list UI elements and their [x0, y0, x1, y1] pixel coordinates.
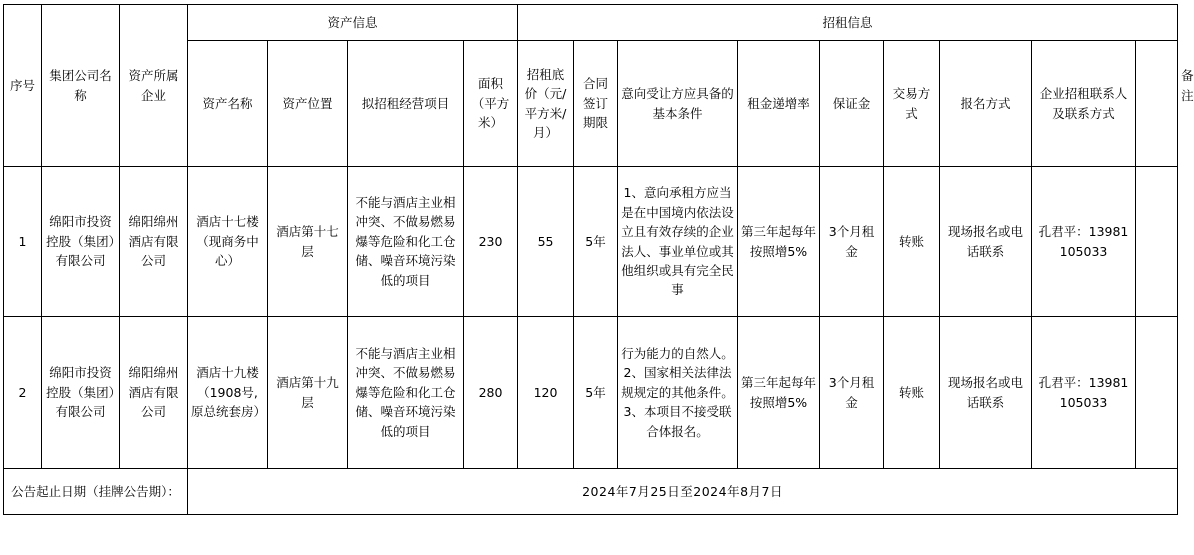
- announcement-period-row: [4, 469, 1178, 515]
- header-asset-info-group: 资产信息: [188, 5, 518, 41]
- cell-base-price: 55: [518, 167, 574, 317]
- cell-deposit: 3个月租金: [820, 167, 884, 317]
- cell-asset-owner: 绵阳绵州酒店有限公司: [120, 317, 188, 469]
- cell-business-project: 不能与酒店主业相冲突、不做易燃易爆等危险和化工仓储、噪音环境污染低的项目: [348, 317, 464, 469]
- cell-asset-location: 酒店第十九层: [268, 317, 348, 469]
- cell-contact: 孔君平：13981105033: [1032, 167, 1136, 317]
- header-seq: 序号: [4, 5, 42, 167]
- cell-seq: 1: [4, 167, 42, 317]
- cell-contract-term: 5年: [574, 317, 618, 469]
- cell-asset-location: 酒店第十七层: [268, 167, 348, 317]
- header-signup-method: 报名方式: [940, 41, 1032, 167]
- table-row: [4, 317, 1178, 469]
- table-row: [4, 167, 1178, 317]
- cell-trade-method: 转账: [884, 317, 940, 469]
- header-lease-info-group: 招租信息: [518, 5, 1178, 41]
- group-header-row: 序号 集团公司名称 资产所属企业 资产信息 招租信息 备注: [4, 5, 1178, 41]
- cell-basic-conditions: 1、意向承租方应当是在中国境内依法设立且有效存续的企业法人、事业单位或其他组织或具有完全民事: [618, 167, 738, 317]
- header-asset-owner: 资产所属企业: [120, 5, 188, 167]
- cell-group-company: 绵阳市投资控股（集团）有限公司: [42, 317, 120, 469]
- header-contract-term: 合同签订期限: [574, 41, 618, 167]
- header-rent-increase: 租金递增率: [738, 41, 820, 167]
- cell-group-company: 绵阳市投资控股（集团）有限公司: [42, 167, 120, 317]
- cell-contact: 孔君平：13981105033: [1032, 317, 1136, 469]
- header-deposit: 保证金: [820, 41, 884, 167]
- cell-seq: 2: [4, 317, 42, 469]
- announcement-period-value: 2024年7月25日至2024年8月7日: [188, 469, 1178, 515]
- header-asset-name: 资产名称: [188, 41, 268, 167]
- header-basic-conditions: 意向受让方应具备的基本条件: [618, 41, 738, 167]
- cell-rent-increase: 第三年起每年按照增5%: [738, 167, 820, 317]
- header-contact: 企业招租联系人及联系方式: [1032, 41, 1136, 167]
- cell-deposit: 3个月租金: [820, 317, 884, 469]
- header-business-project: 拟招租经营项目: [348, 41, 464, 167]
- header-asset-location: 资产位置: [268, 41, 348, 167]
- asset-lease-table: [3, 4, 1194, 515]
- announcement-period-label: 公告起止日期（挂牌公告期）：: [4, 469, 188, 515]
- cell-business-project: 不能与酒店主业相冲突、不做易燃易爆等危险和化工仓储、噪音环境污染低的项目: [348, 167, 464, 317]
- cell-remark: [1136, 167, 1178, 317]
- cell-asset-name: 酒店十九楼（1908号,原总统套房）: [188, 317, 268, 469]
- cell-signup-method: 现场报名或电话联系: [940, 317, 1032, 469]
- cell-area: 230: [464, 167, 518, 317]
- cell-base-price: 120: [518, 317, 574, 469]
- cell-signup-method: 现场报名或电话联系: [940, 167, 1032, 317]
- header-group-company: 集团公司名称: [42, 5, 120, 167]
- header-base-price: 招租底价（元/平方米/月）: [518, 41, 574, 167]
- header-area: 面积（平方米）: [464, 41, 518, 167]
- cell-trade-method: 转账: [884, 167, 940, 317]
- cell-contract-term: 5年: [574, 167, 618, 317]
- cell-remark: [1136, 317, 1178, 469]
- header-trade-method: 交易方式: [884, 41, 940, 167]
- cell-area: 280: [464, 317, 518, 469]
- cell-basic-conditions: 行为能力的自然人。2、国家相关法律法规规定的其他条件。3、本项目不接受联合体报名。: [618, 317, 738, 469]
- cell-rent-increase: 第三年起每年按照增5%: [738, 317, 820, 469]
- cell-asset-owner: 绵阳绵州酒店有限公司: [120, 167, 188, 317]
- cell-asset-name: 酒店十七楼（现商务中心）: [188, 167, 268, 317]
